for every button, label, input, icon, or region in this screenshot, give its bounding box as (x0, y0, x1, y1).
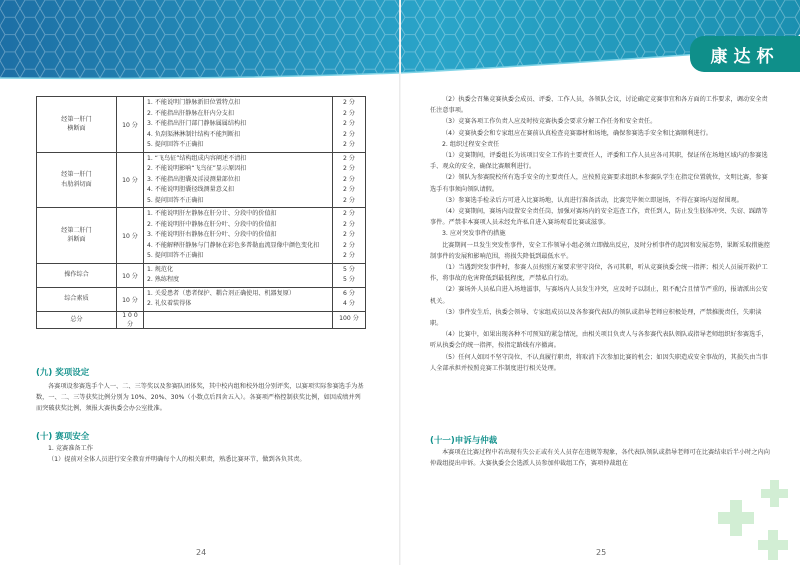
section-name: 经第一肝门 (61, 171, 92, 178)
points-cell (333, 263, 366, 287)
page-number-right: 25 (596, 548, 607, 557)
paragraph: 比赛期间一旦发生突发性事件，安全工作领导小组必须立即做出反应，及时分析事件的起因和发展态势，果断采取措施控制事件的发展和影响范围，将损失降低到最低水平。 (430, 241, 770, 260)
paragraph: 2. 组织过程安全责任 (442, 140, 500, 148)
section-name: 斜断面 (67, 236, 86, 244)
criterion: 5. 提问回答不正确扣 (147, 252, 204, 259)
scoring-table (36, 96, 366, 329)
table-row (37, 152, 366, 208)
section-9-heading: (九) 奖项设定 (36, 368, 90, 378)
section-9-paragraph: 各赛项设参赛选手个人一、二、三等奖以及参赛队团体奖，其中校内组和校外组分别评奖，以赛项实际参赛选手为基数，一、二、三等获奖比例分别为 10%、20%、30%（小数点后四舍五入）。各赛项严格控制获奖比例，如因成绩并列而突破获奖比例，须报大赛执委会办公室批准。 (36, 383, 364, 413)
section-11-heading: (十一)申诉与仲裁 (430, 436, 498, 446)
section-cell (37, 287, 117, 311)
points-value: 2 分 (343, 241, 355, 249)
points-value: 2 分 (343, 220, 355, 228)
points-value: 2 分 (343, 109, 355, 117)
section-10-paragraph: （1）提前对全体人员进行安全教育并明确每个人的相关职责，熟悉比赛环节，做到各负其责。 (48, 456, 306, 464)
points-value: 4 分 (343, 300, 355, 307)
paragraph: （2）赛场外人员私自进入场地滋事，与赛场内人员发生冲突，应及时予以制止，阻不配合且情节严重的，报请派出公安机关。 (430, 286, 768, 305)
full-score-cell: 10 分 (117, 97, 144, 153)
paragraph: （5）任何人如因不坚守岗位、不认真履行职责，将取消下次参加比赛的机会；如因失职造成安全事故的，其损失由当事人全部承担并按照竞赛工作制度进行相关处理。 (430, 353, 768, 372)
criterion: 2. 不能说明肝中静脉在肝分叶、分段中的价值扣 (147, 220, 277, 228)
points-value: 5 分 (343, 276, 355, 283)
points-cell (333, 287, 366, 311)
points-value: 2 分 (343, 99, 355, 106)
table-row (37, 311, 366, 328)
section-cell (37, 311, 117, 328)
criteria-cell (144, 287, 333, 311)
table-row (37, 263, 366, 287)
page-number-left: 24 (196, 548, 207, 557)
full-score-cell: 1 0 0 分 (117, 311, 144, 328)
points-value: 5 分 (343, 265, 355, 273)
paragraph: （3）竞赛各项工作负责人应及时按竞赛执委会要求分解工作任务和安全责任。 (442, 118, 657, 126)
criterion: 3. 不能说明肝右静脉在肝分叶、分段中的价值扣 (147, 231, 277, 238)
criterion: 2. 礼仪着装得体 (147, 300, 192, 307)
criteria-cell (144, 208, 333, 264)
criterion: 1. 关爱患者（患者保护、耦合剂正确使用、机器复原） (147, 289, 295, 297)
criterion: 4. 负刮渠淋淋制针结构不能判断扣 (147, 130, 241, 138)
section-name: 经第一肝门 (61, 115, 92, 123)
points-value: 2 分 (343, 141, 355, 148)
section-name: 操作综合 (64, 271, 89, 279)
paragraph: （3）参赛选手检录后方可进入比赛场地，认真进行准备活动，比赛完毕须立即退场，不得在赛场内逗留围观。 (442, 196, 743, 204)
criteria-cell (144, 152, 333, 208)
table-row (37, 97, 366, 153)
points-cell (333, 311, 366, 328)
paragraph: （1）竞赛期间，评委组长为该项目安全工作的主要责任人，评委和工作人员应各司其职，保证所在场地区域内的参赛选手、观众的安全，确保比赛顺利进行。 (430, 152, 768, 171)
paragraph: （4）竞赛期间，赛场内设置安全责任岗，加强对赛场内的安全巡查工作，责任到人，防止发生肢体冲突、失窃、踩踏等事件。严禁非本赛项人员未经允许私自进入赛场观看比赛或滋事。 (430, 208, 768, 227)
points-value: 100 分 (339, 315, 359, 323)
criterion: 3. 不能指出肝门部门静脉属属结构扣 (147, 120, 247, 127)
criterion: 1. 不能说明门静脉新旧位置特点扣 (147, 99, 241, 106)
section-cell (37, 263, 117, 287)
criterion: 1. 不能说明肝左静脉在肝分计、分段中的价值扣 (147, 210, 277, 217)
section-name: 右肋斜切面 (61, 180, 92, 188)
points-value: 2 分 (343, 175, 355, 183)
points-value: 2 分 (343, 154, 355, 162)
criteria-cell (144, 263, 333, 287)
section-cell (37, 152, 117, 208)
points-value: 6 分 (343, 289, 355, 297)
full-score-cell: 10 分 (117, 287, 144, 311)
section-11-body (430, 447, 772, 469)
full-score-cell: 10 分 (117, 208, 144, 264)
section-name: 横断面 (67, 125, 86, 133)
criterion: 1. 规范化 (147, 265, 174, 273)
points-value: 2 分 (343, 120, 355, 127)
points-cell (333, 208, 366, 264)
points-value: 2 分 (343, 231, 355, 238)
points-value: 2 分 (343, 196, 355, 204)
section-name: 经第二肝门 (61, 226, 92, 234)
points-value: 2 分 (343, 130, 355, 138)
section-10-sub: 1. 竞赛准备工作 (48, 445, 93, 452)
criterion: 2. 不能指出肝静脉在肝内分支扣 (147, 109, 234, 117)
paragraph: （2）领队为参赛院校所有选手安全的主要责任人，应按照竞赛要求组织本参赛队学生在指定位置就位，文明比赛，参赛选手有事须向领队请假。 (430, 174, 768, 193)
criterion: 5. 提问回答不正确扣 (147, 141, 204, 148)
full-score-cell: 10 分 (117, 152, 144, 208)
section-name: 总分 (70, 315, 83, 323)
criterion: 4. 不能说明胆囊径线测量意义扣 (147, 186, 234, 193)
criterion (147, 314, 329, 325)
criteria-cell (144, 97, 333, 153)
right-page-body (430, 94, 772, 374)
paragraph: （3）事件发生后，执委会领导、专家组成员以及各参赛代表队的领队或指导老师应积极处理，严禁推脱责任，失职渎职。 (430, 308, 762, 328)
section-name: 综合素质 (64, 295, 89, 303)
points-value: 2 分 (343, 252, 355, 259)
brand-title: 康达杯 (710, 46, 780, 67)
criterion: 2. 熟练程度 (147, 276, 180, 283)
criterion: 2. 不能说明影响“飞鸟征”显示原因扣 (147, 165, 247, 172)
paragraph: （4）竞赛执委会和专家组应在赛前认真检查竞赛器材和场地，确保参赛选手安全和比赛顺利进行。 (442, 129, 712, 137)
points-cell (333, 97, 366, 153)
criterion: 5. 提问回答不正确扣 (147, 196, 204, 204)
full-score-cell: 10 分 (117, 263, 144, 287)
points-value: 2 分 (343, 210, 355, 217)
section-10-heading: (十) 赛项安全 (36, 432, 90, 442)
section-cell (37, 97, 117, 153)
paragraph: （2）执委会召集竞赛执委会成员、评委、工作人员，各领队会议，讨论确定竞赛事宜和各方面的工作要求，调动安全责任注意事项。 (430, 96, 768, 115)
section-9-body (36, 381, 366, 415)
table-row (37, 208, 366, 264)
criterion: 3. 不能指出胆囊及淫浸测量部位扣 (147, 175, 241, 183)
right-page (400, 0, 800, 565)
criterion: 4. 不能解释肝静脉与门静脉在彩色多普勒血流显像中颜色变化扣 (147, 241, 320, 249)
paragraph: 3. 应对突发事件的措施 (442, 230, 506, 238)
points-value: 2 分 (343, 165, 355, 172)
table-row (37, 287, 366, 311)
paragraph: （1）当遇到突发事件时，参赛人员按照方案要求坚守岗位，各司其职，听从竞赛执委会统一指挥；相关人员展开救护工作，将事故的危害降低到最低程度，严禁私自行动。 (430, 264, 768, 283)
criteria-cell (144, 311, 333, 328)
section-10-body (36, 443, 366, 465)
points-cell (333, 152, 366, 208)
paragraph: （4）比赛中，如果出现各种不可预知的紧急情况，由相关项目负责人与各参赛代表队领队或指导老师组织好参赛选手，听从执委会的统一指挥，按指定路线有序撤离。 (430, 331, 768, 350)
points-value: 2 分 (343, 186, 355, 193)
section-11-paragraph: 本赛项在比赛过程中若出现有失公正或有关人员存在违规等现象，各代表队领队或指导老师可在比赛结束后半小时之内向仲裁组提出申诉。大赛执委会会选派人员参加仲裁组工作，赛项仲裁组在 (430, 449, 770, 468)
criterion: 1. “飞鸟征”结构组成内容阐述不清扣 (147, 154, 247, 162)
section-cell (37, 208, 117, 264)
